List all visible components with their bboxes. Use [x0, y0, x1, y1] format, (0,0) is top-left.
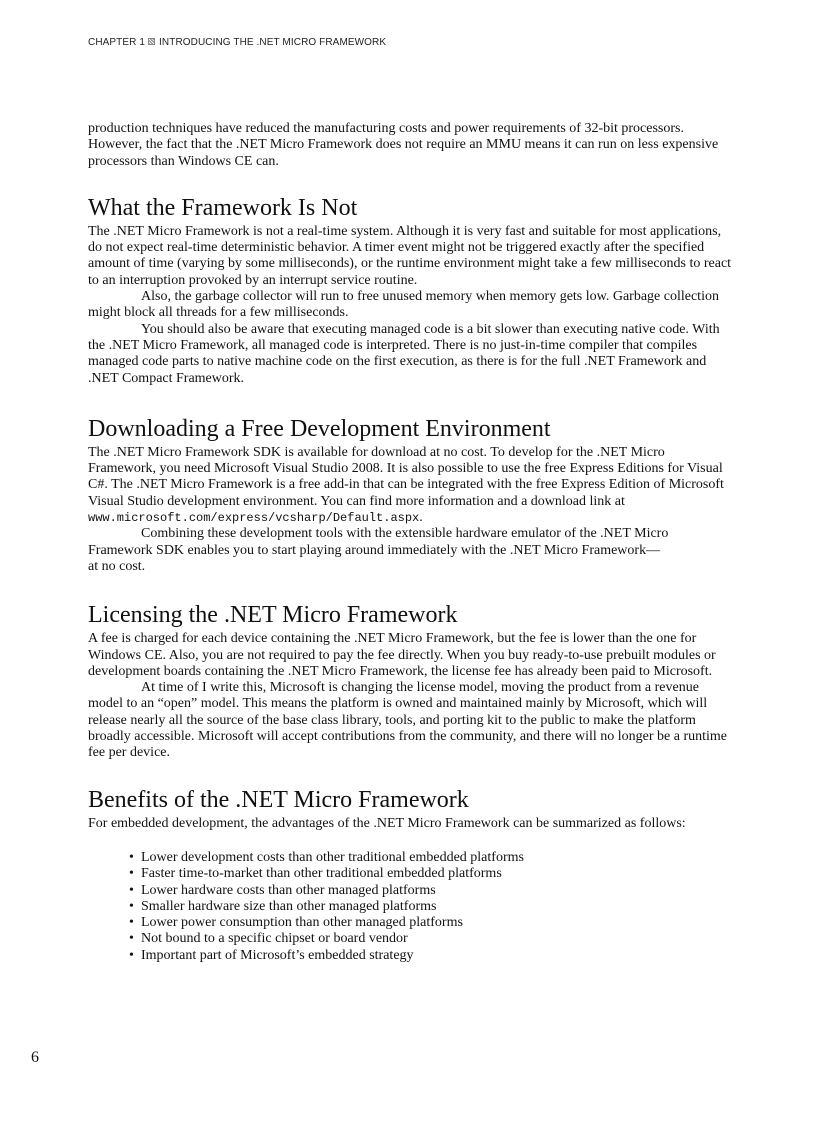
paragraph-text: Combining these development tools with the extensible hardware emulator of the .NET Micro Framework SDK enables you to start playing around immediately with the .NET Micro Framework—	[88, 526, 669, 558]
section-heading: What the Framework Is Not	[88, 194, 358, 221]
list-item: • Smaller hardware size than other managed platforms	[129, 898, 437, 914]
body-paragraph: At time of I write this, Microsoft is changing the license model, moving the product from a revenue model to an “open” model. This means the platform is owned and maintained mainly by Microsoft, which will release nearly all the source of the base class library, tools, and porting kit to the public to make the platform broadly accessible. Microsoft will accept contributions from the community, and there will no longer be a runtime fee per device.	[88, 680, 728, 761]
list-item: • Faster time-to-market than other traditional embedded platforms	[129, 866, 502, 882]
chapter-label: CHAPTER 1	[88, 37, 146, 48]
list-item: • Important part of Microsoft’s embedded strategy	[129, 947, 414, 963]
list-item: • Not bound to a specific chipset or board vendor	[129, 931, 408, 947]
list-item: • Lower hardware costs than other managed platforms	[129, 882, 436, 898]
body-paragraph: You should also be aware that executing managed code is a bit slower than executing native code. With the .NET Micro Framework, all managed code is interpreted. There is no just-in-time compiler that compiles managed code parts to native machine code on the first execution, as there is for the full .NET Framework and .NET Compact Framework.	[88, 321, 720, 386]
list-item: • Lower power consumption than other managed platforms	[129, 915, 463, 931]
bullet-icon: •	[129, 849, 134, 865]
download-link[interactable]: www.microsoft.com/express/vcsharp/Default.aspx	[88, 511, 420, 526]
bullet-icon: •	[129, 898, 134, 914]
intro-paragraph: production techniques have reduced the manufacturing costs and power requirements of 32-bit processors. However, the fact that the .NET Micro Framework does not require an MMU means it can run on less expensive processors than Windows CE can.	[88, 121, 719, 169]
separator-icon	[148, 38, 155, 45]
body-paragraph: The .NET Micro Framework is not a real-time system. Although it is very fast and suitable for most applications, do not expect real-time deterministic behavior. A timer event might not be triggered exactly after the specified amount of time (varying by some milliseconds), or the runtime environment might take a few milliseconds to react to an interruption provoked by an interrupt service routine.	[88, 223, 732, 288]
bullet-icon: •	[129, 931, 134, 947]
page-number: 6	[31, 1049, 39, 1066]
section-heading: Benefits of the .NET Micro Framework	[88, 786, 469, 813]
running-head	[88, 37, 386, 48]
body-paragraph: For embedded development, the advantages of the .NET Micro Framework can be summarized as follows:	[88, 815, 686, 831]
section-heading: Licensing the .NET Micro Framework	[88, 602, 458, 629]
page-content	[88, 121, 734, 964]
chapter-title: INTRODUCING THE .NET MICRO FRAMEWORK	[159, 37, 387, 48]
paragraph-end: .	[419, 510, 423, 526]
bullet-icon: •	[129, 915, 134, 931]
paragraph-end: at no cost.	[88, 558, 146, 574]
bullet-icon: •	[129, 866, 134, 882]
bullet-icon: •	[129, 947, 134, 963]
body-paragraph	[88, 526, 734, 575]
benefits-list	[129, 850, 734, 964]
list-item: • Lower development costs than other traditional embedded platforms	[129, 849, 524, 865]
body-paragraph: A fee is charged for each device containing the .NET Micro Framework, but the fee is lower than the one for Windows CE. Also, you are not required to pay the fee directly. When you buy ready-to-use prebuilt modules or development boards containing the .NET Micro Framework, the license fee has already been paid to Microsoft.	[88, 631, 716, 679]
paragraph-text: The .NET Micro Framework SDK is available for download at no cost. To develop for the .NET Micro Framework, you need Microsoft Visual Studio 2008. It is also possible to use the free Express Editions for Visual C#. The .NET Micro Framework is a free add-in that can be integrated with the free Express Edition of Microsoft Visual Studio development environment. You can find more information and a download link at	[88, 444, 724, 509]
body-paragraph	[88, 445, 734, 526]
bullet-icon: •	[129, 882, 134, 898]
body-paragraph: Also, the garbage collector will run to free unused memory when memory gets low. Garbage collection might block all threads for a few milliseconds.	[88, 289, 719, 321]
section-heading: Downloading a Free Development Environment	[88, 415, 551, 442]
